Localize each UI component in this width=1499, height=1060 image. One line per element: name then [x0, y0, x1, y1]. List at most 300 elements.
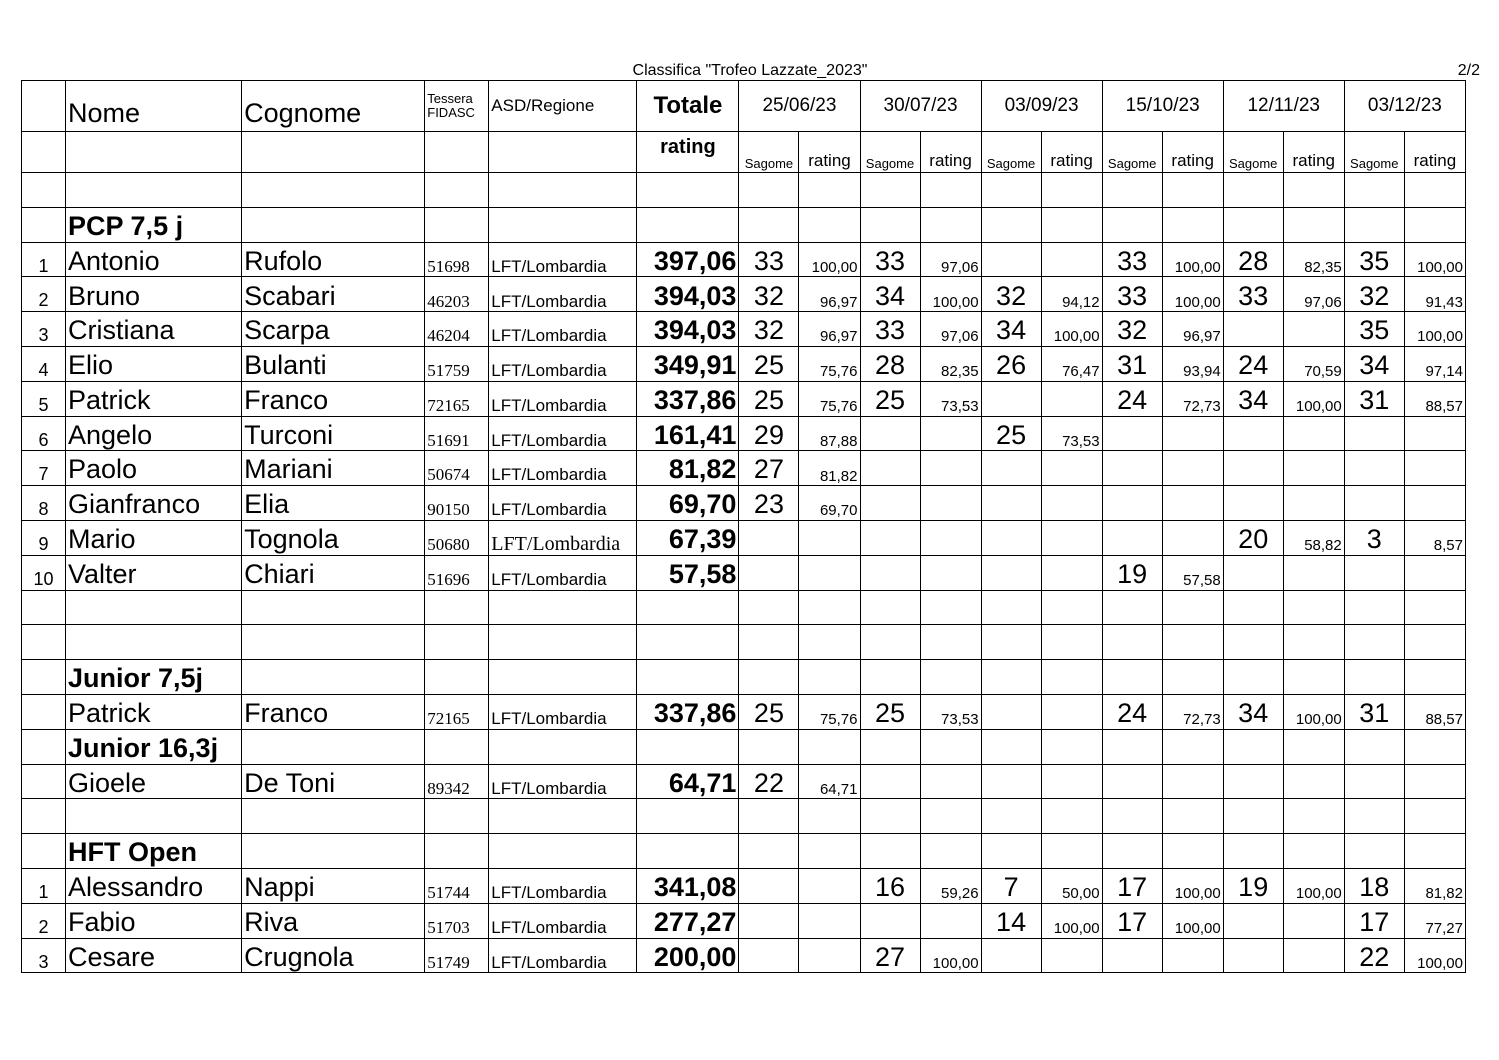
rating-cell — [1041, 451, 1102, 486]
total-rating-cell: 161,41 — [637, 416, 739, 451]
empty-cell — [1223, 729, 1283, 764]
rating-cell: 88,57 — [1404, 694, 1465, 729]
sagome-cell: 14 — [981, 903, 1041, 938]
sagome-cell — [1344, 555, 1404, 590]
last-name-cell: Scabari — [242, 277, 425, 312]
empty-cell — [1162, 173, 1223, 208]
subheader-sagome: Sagome — [1223, 132, 1283, 173]
empty-cell — [920, 173, 981, 208]
sagome-cell: 32 — [1102, 312, 1162, 347]
rating-cell: 100,00 — [1162, 903, 1223, 938]
empty-cell — [1041, 625, 1102, 660]
blank-row — [22, 590, 1466, 625]
rank-cell: 8 — [22, 486, 66, 521]
sagome-cell — [739, 938, 799, 973]
sagome-cell: 33 — [1102, 277, 1162, 312]
empty-cell — [1223, 799, 1283, 834]
first-name-cell: Antonio — [66, 242, 242, 277]
sagome-cell — [981, 764, 1041, 799]
empty-cell — [1283, 799, 1344, 834]
tessera-cell: 46203 — [425, 277, 489, 312]
empty-cell — [1162, 590, 1223, 625]
empty-cell — [1102, 207, 1162, 242]
empty-cell — [66, 799, 242, 834]
sagome-cell — [860, 520, 920, 555]
sagome-cell — [1344, 764, 1404, 799]
empty-cell — [1041, 834, 1102, 869]
section-title: Junior 7,5j — [66, 660, 242, 695]
total-rating-cell: 394,03 — [637, 312, 739, 347]
section-title: Junior 16,3j — [66, 729, 242, 764]
tessera-cell: 90150 — [425, 486, 489, 521]
empty-cell — [1283, 729, 1344, 764]
sagome-cell — [739, 868, 799, 903]
subheader-sagome: Sagome — [739, 132, 799, 173]
sagome-cell — [739, 903, 799, 938]
sagome-cell — [981, 694, 1041, 729]
empty-cell — [1162, 799, 1223, 834]
rating-cell: 75,76 — [799, 346, 860, 381]
empty-cell — [1404, 207, 1465, 242]
empty-cell — [739, 660, 799, 695]
sagome-cell — [981, 242, 1041, 277]
sagome-cell: 26 — [981, 346, 1041, 381]
asd-cell: LFT/Lombardia — [489, 938, 637, 973]
rating-cell — [1283, 486, 1344, 521]
subheader-empty — [242, 132, 425, 173]
asd-cell: LFT/Lombardia — [489, 903, 637, 938]
rating-cell: 96,97 — [799, 277, 860, 312]
empty-cell — [1041, 660, 1102, 695]
competitor-row — [22, 764, 1466, 799]
sagome-cell — [1344, 416, 1404, 451]
rating-cell: 100,00 — [1283, 868, 1344, 903]
rating-cell — [920, 764, 981, 799]
empty-cell — [1404, 834, 1465, 869]
rating-cell — [1162, 416, 1223, 451]
competitor-row — [22, 277, 1466, 312]
sagome-cell — [1344, 486, 1404, 521]
asd-cell: LFT/Lombardia — [489, 312, 637, 347]
rank-cell: 5 — [22, 381, 66, 416]
sagome-cell: 35 — [1344, 242, 1404, 277]
empty-cell — [739, 729, 799, 764]
sagome-cell — [1102, 938, 1162, 973]
section-row — [22, 729, 1466, 764]
empty-cell — [1283, 625, 1344, 660]
subheader-rating: rating — [1283, 132, 1344, 173]
sagome-cell — [1223, 312, 1283, 347]
rating-cell: 82,35 — [920, 346, 981, 381]
empty-cell — [425, 207, 489, 242]
empty-cell — [22, 207, 66, 242]
subheader-empty — [22, 132, 66, 173]
sagome-cell: 25 — [739, 346, 799, 381]
asd-cell: LFT/Lombardia — [489, 277, 637, 312]
last-name-cell: Elia — [242, 486, 425, 521]
empty-cell — [489, 590, 637, 625]
first-name-cell: Paolo — [66, 451, 242, 486]
rating-cell — [920, 486, 981, 521]
asd-cell: LFT/Lombardia — [489, 381, 637, 416]
empty-cell — [1344, 590, 1404, 625]
rating-cell: 59,26 — [920, 868, 981, 903]
empty-cell — [22, 173, 66, 208]
sagome-cell: 20 — [1223, 520, 1283, 555]
empty-cell — [242, 590, 425, 625]
sagome-cell — [1102, 520, 1162, 555]
sagome-cell: 28 — [860, 346, 920, 381]
empty-cell — [920, 625, 981, 660]
empty-cell — [1223, 834, 1283, 869]
empty-cell — [637, 173, 739, 208]
sagome-cell: 25 — [739, 694, 799, 729]
rating-cell: 73,53 — [920, 694, 981, 729]
sagome-cell: 16 — [860, 868, 920, 903]
sagome-cell: 33 — [1223, 277, 1283, 312]
empty-cell — [981, 729, 1041, 764]
rating-cell — [1162, 451, 1223, 486]
empty-cell — [1223, 625, 1283, 660]
sagome-cell — [1102, 486, 1162, 521]
tessera-cell: 51698 — [425, 242, 489, 277]
first-name-cell: Valter — [66, 555, 242, 590]
empty-cell — [66, 625, 242, 660]
sagome-cell: 34 — [1344, 346, 1404, 381]
empty-cell — [1283, 173, 1344, 208]
empty-cell — [981, 660, 1041, 695]
header-index-cell — [22, 81, 66, 132]
empty-cell — [637, 660, 739, 695]
empty-cell — [739, 834, 799, 869]
last-name-cell: De Toni — [242, 764, 425, 799]
sagome-cell: 33 — [860, 312, 920, 347]
empty-cell — [1283, 834, 1344, 869]
empty-cell — [1041, 799, 1102, 834]
header-tessera-line2: FIDASC — [427, 105, 475, 120]
sagome-cell — [1223, 903, 1283, 938]
last-name-cell: Scarpa — [242, 312, 425, 347]
empty-cell — [1404, 625, 1465, 660]
sagome-cell: 31 — [1344, 694, 1404, 729]
last-name-cell: Franco — [242, 694, 425, 729]
asd-cell: LFT/Lombardia — [489, 520, 637, 555]
first-name-cell: Mario — [66, 520, 242, 555]
last-name-cell: Rufolo — [242, 242, 425, 277]
empty-cell — [1041, 173, 1102, 208]
subheader-row — [22, 132, 1466, 173]
rating-cell — [920, 903, 981, 938]
sagome-cell: 32 — [981, 277, 1041, 312]
empty-cell — [920, 207, 981, 242]
sagome-cell — [1344, 451, 1404, 486]
empty-cell — [66, 173, 242, 208]
empty-cell — [1162, 834, 1223, 869]
sagome-cell: 24 — [1223, 346, 1283, 381]
empty-cell — [637, 729, 739, 764]
sagome-cell: 27 — [739, 451, 799, 486]
rating-cell: 93,94 — [1162, 346, 1223, 381]
sagome-cell: 32 — [739, 277, 799, 312]
competitor-row — [22, 416, 1466, 451]
rating-cell: 58,82 — [1283, 520, 1344, 555]
total-rating-cell: 200,00 — [637, 938, 739, 973]
rating-cell — [799, 868, 860, 903]
sagome-cell — [860, 486, 920, 521]
page-number: 2/2 — [1457, 62, 1480, 79]
rating-cell — [1162, 486, 1223, 521]
competitor-row — [22, 938, 1466, 973]
empty-cell — [1404, 590, 1465, 625]
empty-cell — [981, 799, 1041, 834]
competitor-row — [22, 555, 1466, 590]
header-date-2: 30/07/23 — [860, 81, 981, 132]
empty-cell — [860, 625, 920, 660]
rating-cell: 100,00 — [920, 277, 981, 312]
asd-cell: LFT/Lombardia — [489, 555, 637, 590]
rating-cell: 75,76 — [799, 381, 860, 416]
empty-cell — [920, 799, 981, 834]
rating-cell: 87,88 — [799, 416, 860, 451]
empty-cell — [242, 173, 425, 208]
subheader-sagome: Sagome — [1344, 132, 1404, 173]
rating-cell — [1404, 555, 1465, 590]
empty-cell — [981, 834, 1041, 869]
last-name-cell: Turconi — [242, 416, 425, 451]
competitor-row — [22, 381, 1466, 416]
rating-cell — [1283, 312, 1344, 347]
rating-cell: 100,00 — [1404, 938, 1465, 973]
first-name-cell: Bruno — [66, 277, 242, 312]
tessera-cell: 72165 — [425, 694, 489, 729]
sagome-cell: 19 — [1223, 868, 1283, 903]
competitor-row — [22, 868, 1466, 903]
sagome-cell: 25 — [860, 694, 920, 729]
total-rating-cell: 64,71 — [637, 764, 739, 799]
rank-cell: 3 — [22, 312, 66, 347]
competitor-row — [22, 486, 1466, 521]
empty-cell — [22, 729, 66, 764]
sagome-cell: 28 — [1223, 242, 1283, 277]
rank-cell — [22, 694, 66, 729]
header-totale: Totale — [637, 81, 739, 132]
empty-cell — [1344, 799, 1404, 834]
first-name-cell: Gioele — [66, 764, 242, 799]
rating-cell: 73,53 — [1041, 416, 1102, 451]
rating-cell — [1041, 242, 1102, 277]
sagome-cell: 19 — [1102, 555, 1162, 590]
empty-cell — [1344, 660, 1404, 695]
rating-cell: 91,43 — [1404, 277, 1465, 312]
rating-cell — [1283, 416, 1344, 451]
sagome-cell — [1223, 938, 1283, 973]
rating-cell: 97,06 — [1283, 277, 1344, 312]
rating-cell: 100,00 — [1283, 694, 1344, 729]
empty-cell — [637, 834, 739, 869]
empty-cell — [1223, 173, 1283, 208]
empty-cell — [637, 799, 739, 834]
total-rating-cell: 277,27 — [637, 903, 739, 938]
header-date-6: 03/12/23 — [1344, 81, 1465, 132]
asd-cell: LFT/Lombardia — [489, 868, 637, 903]
rating-cell — [1404, 451, 1465, 486]
rating-cell: 77,27 — [1404, 903, 1465, 938]
empty-cell — [860, 660, 920, 695]
header-cognome: Cognome — [242, 81, 425, 132]
rating-cell — [1283, 903, 1344, 938]
total-rating-cell: 69,70 — [637, 486, 739, 521]
tessera-cell: 51696 — [425, 555, 489, 590]
sagome-cell — [860, 764, 920, 799]
empty-cell — [637, 625, 739, 660]
empty-cell — [489, 207, 637, 242]
sagome-cell: 27 — [860, 938, 920, 973]
rating-cell — [1041, 694, 1102, 729]
header-tessera — [425, 81, 489, 132]
asd-cell: LFT/Lombardia — [489, 764, 637, 799]
tessera-cell: 50674 — [425, 451, 489, 486]
rating-cell — [1404, 416, 1465, 451]
sagome-cell: 34 — [860, 277, 920, 312]
empty-cell — [242, 660, 425, 695]
empty-cell — [1102, 834, 1162, 869]
rank-cell — [22, 764, 66, 799]
empty-cell — [739, 799, 799, 834]
tessera-cell: 51703 — [425, 903, 489, 938]
sagome-cell: 18 — [1344, 868, 1404, 903]
rating-cell — [1283, 555, 1344, 590]
last-name-cell: Mariani — [242, 451, 425, 486]
empty-cell — [1283, 660, 1344, 695]
empty-cell — [1102, 799, 1162, 834]
rank-cell: 1 — [22, 868, 66, 903]
sagome-cell — [981, 486, 1041, 521]
empty-cell — [637, 590, 739, 625]
rating-cell — [1283, 764, 1344, 799]
empty-cell — [860, 173, 920, 208]
empty-cell — [920, 660, 981, 695]
rating-cell — [799, 903, 860, 938]
rating-cell: 81,82 — [799, 451, 860, 486]
sagome-cell — [981, 451, 1041, 486]
empty-cell — [1344, 834, 1404, 869]
sagome-cell — [1102, 416, 1162, 451]
rating-cell — [1041, 520, 1102, 555]
sagome-cell: 24 — [1102, 694, 1162, 729]
total-rating-cell: 394,03 — [637, 277, 739, 312]
rating-cell: 70,59 — [1283, 346, 1344, 381]
empty-cell — [425, 799, 489, 834]
rating-cell: 97,14 — [1404, 346, 1465, 381]
empty-cell — [242, 625, 425, 660]
blank-row — [22, 173, 1466, 208]
empty-cell — [799, 834, 860, 869]
rating-cell: 100,00 — [799, 242, 860, 277]
header-tessera-line1: Tessera — [427, 91, 473, 107]
rank-cell: 1 — [22, 242, 66, 277]
sagome-cell: 25 — [739, 381, 799, 416]
rating-cell — [920, 555, 981, 590]
rating-cell: 57,58 — [1162, 555, 1223, 590]
empty-cell — [489, 729, 637, 764]
total-rating-cell: 397,06 — [637, 242, 739, 277]
asd-cell: LFT/Lombardia — [489, 346, 637, 381]
empty-cell — [860, 799, 920, 834]
rating-cell: 96,97 — [1162, 312, 1223, 347]
first-name-cell: Alessandro — [66, 868, 242, 903]
empty-cell — [22, 660, 66, 695]
empty-cell — [637, 207, 739, 242]
rating-cell: 100,00 — [920, 938, 981, 973]
sagome-cell: 17 — [1102, 903, 1162, 938]
first-name-cell: Gianfranco — [66, 486, 242, 521]
empty-cell — [1162, 729, 1223, 764]
empty-cell — [242, 729, 425, 764]
rating-cell: 94,12 — [1041, 277, 1102, 312]
header-row — [22, 81, 1466, 132]
empty-cell — [1162, 625, 1223, 660]
empty-cell — [1162, 207, 1223, 242]
empty-cell — [489, 660, 637, 695]
empty-cell — [1404, 173, 1465, 208]
rating-cell — [1404, 764, 1465, 799]
last-name-cell: Tognola — [242, 520, 425, 555]
section-row — [22, 207, 1466, 242]
first-name-cell: Cesare — [66, 938, 242, 973]
asd-cell: LFT/Lombardia — [489, 416, 637, 451]
rating-cell — [1283, 451, 1344, 486]
asd-cell: LFT/Lombardia — [489, 242, 637, 277]
empty-cell — [860, 590, 920, 625]
empty-cell — [799, 799, 860, 834]
ranking-table — [21, 80, 1466, 973]
sagome-cell — [1102, 764, 1162, 799]
empty-cell — [799, 590, 860, 625]
rank-cell: 7 — [22, 451, 66, 486]
empty-cell — [1041, 729, 1102, 764]
sagome-cell: 32 — [1344, 277, 1404, 312]
rank-cell: 2 — [22, 277, 66, 312]
sagome-cell — [981, 938, 1041, 973]
sagome-cell: 25 — [981, 416, 1041, 451]
empty-cell — [489, 799, 637, 834]
sagome-cell: 7 — [981, 868, 1041, 903]
empty-cell — [860, 207, 920, 242]
sagome-cell — [1223, 486, 1283, 521]
rating-cell: 76,47 — [1041, 346, 1102, 381]
subheader-sagome: Sagome — [1102, 132, 1162, 173]
asd-cell: LFT/Lombardia — [489, 451, 637, 486]
subheader-totale-rating: rating — [637, 132, 739, 173]
empty-cell — [1404, 799, 1465, 834]
rating-cell — [920, 416, 981, 451]
total-rating-cell: 67,39 — [637, 520, 739, 555]
last-name-cell: Franco — [242, 381, 425, 416]
competitor-row — [22, 694, 1466, 729]
subheader-sagome: Sagome — [981, 132, 1041, 173]
empty-cell — [1344, 729, 1404, 764]
sagome-cell — [1223, 416, 1283, 451]
empty-cell — [1223, 590, 1283, 625]
sagome-cell — [860, 555, 920, 590]
sagome-cell: 33 — [1102, 242, 1162, 277]
first-name-cell: Angelo — [66, 416, 242, 451]
rating-cell: 69,70 — [799, 486, 860, 521]
total-rating-cell: 349,91 — [637, 346, 739, 381]
blank-row — [22, 799, 1466, 834]
competitor-row — [22, 242, 1466, 277]
empty-cell — [860, 834, 920, 869]
